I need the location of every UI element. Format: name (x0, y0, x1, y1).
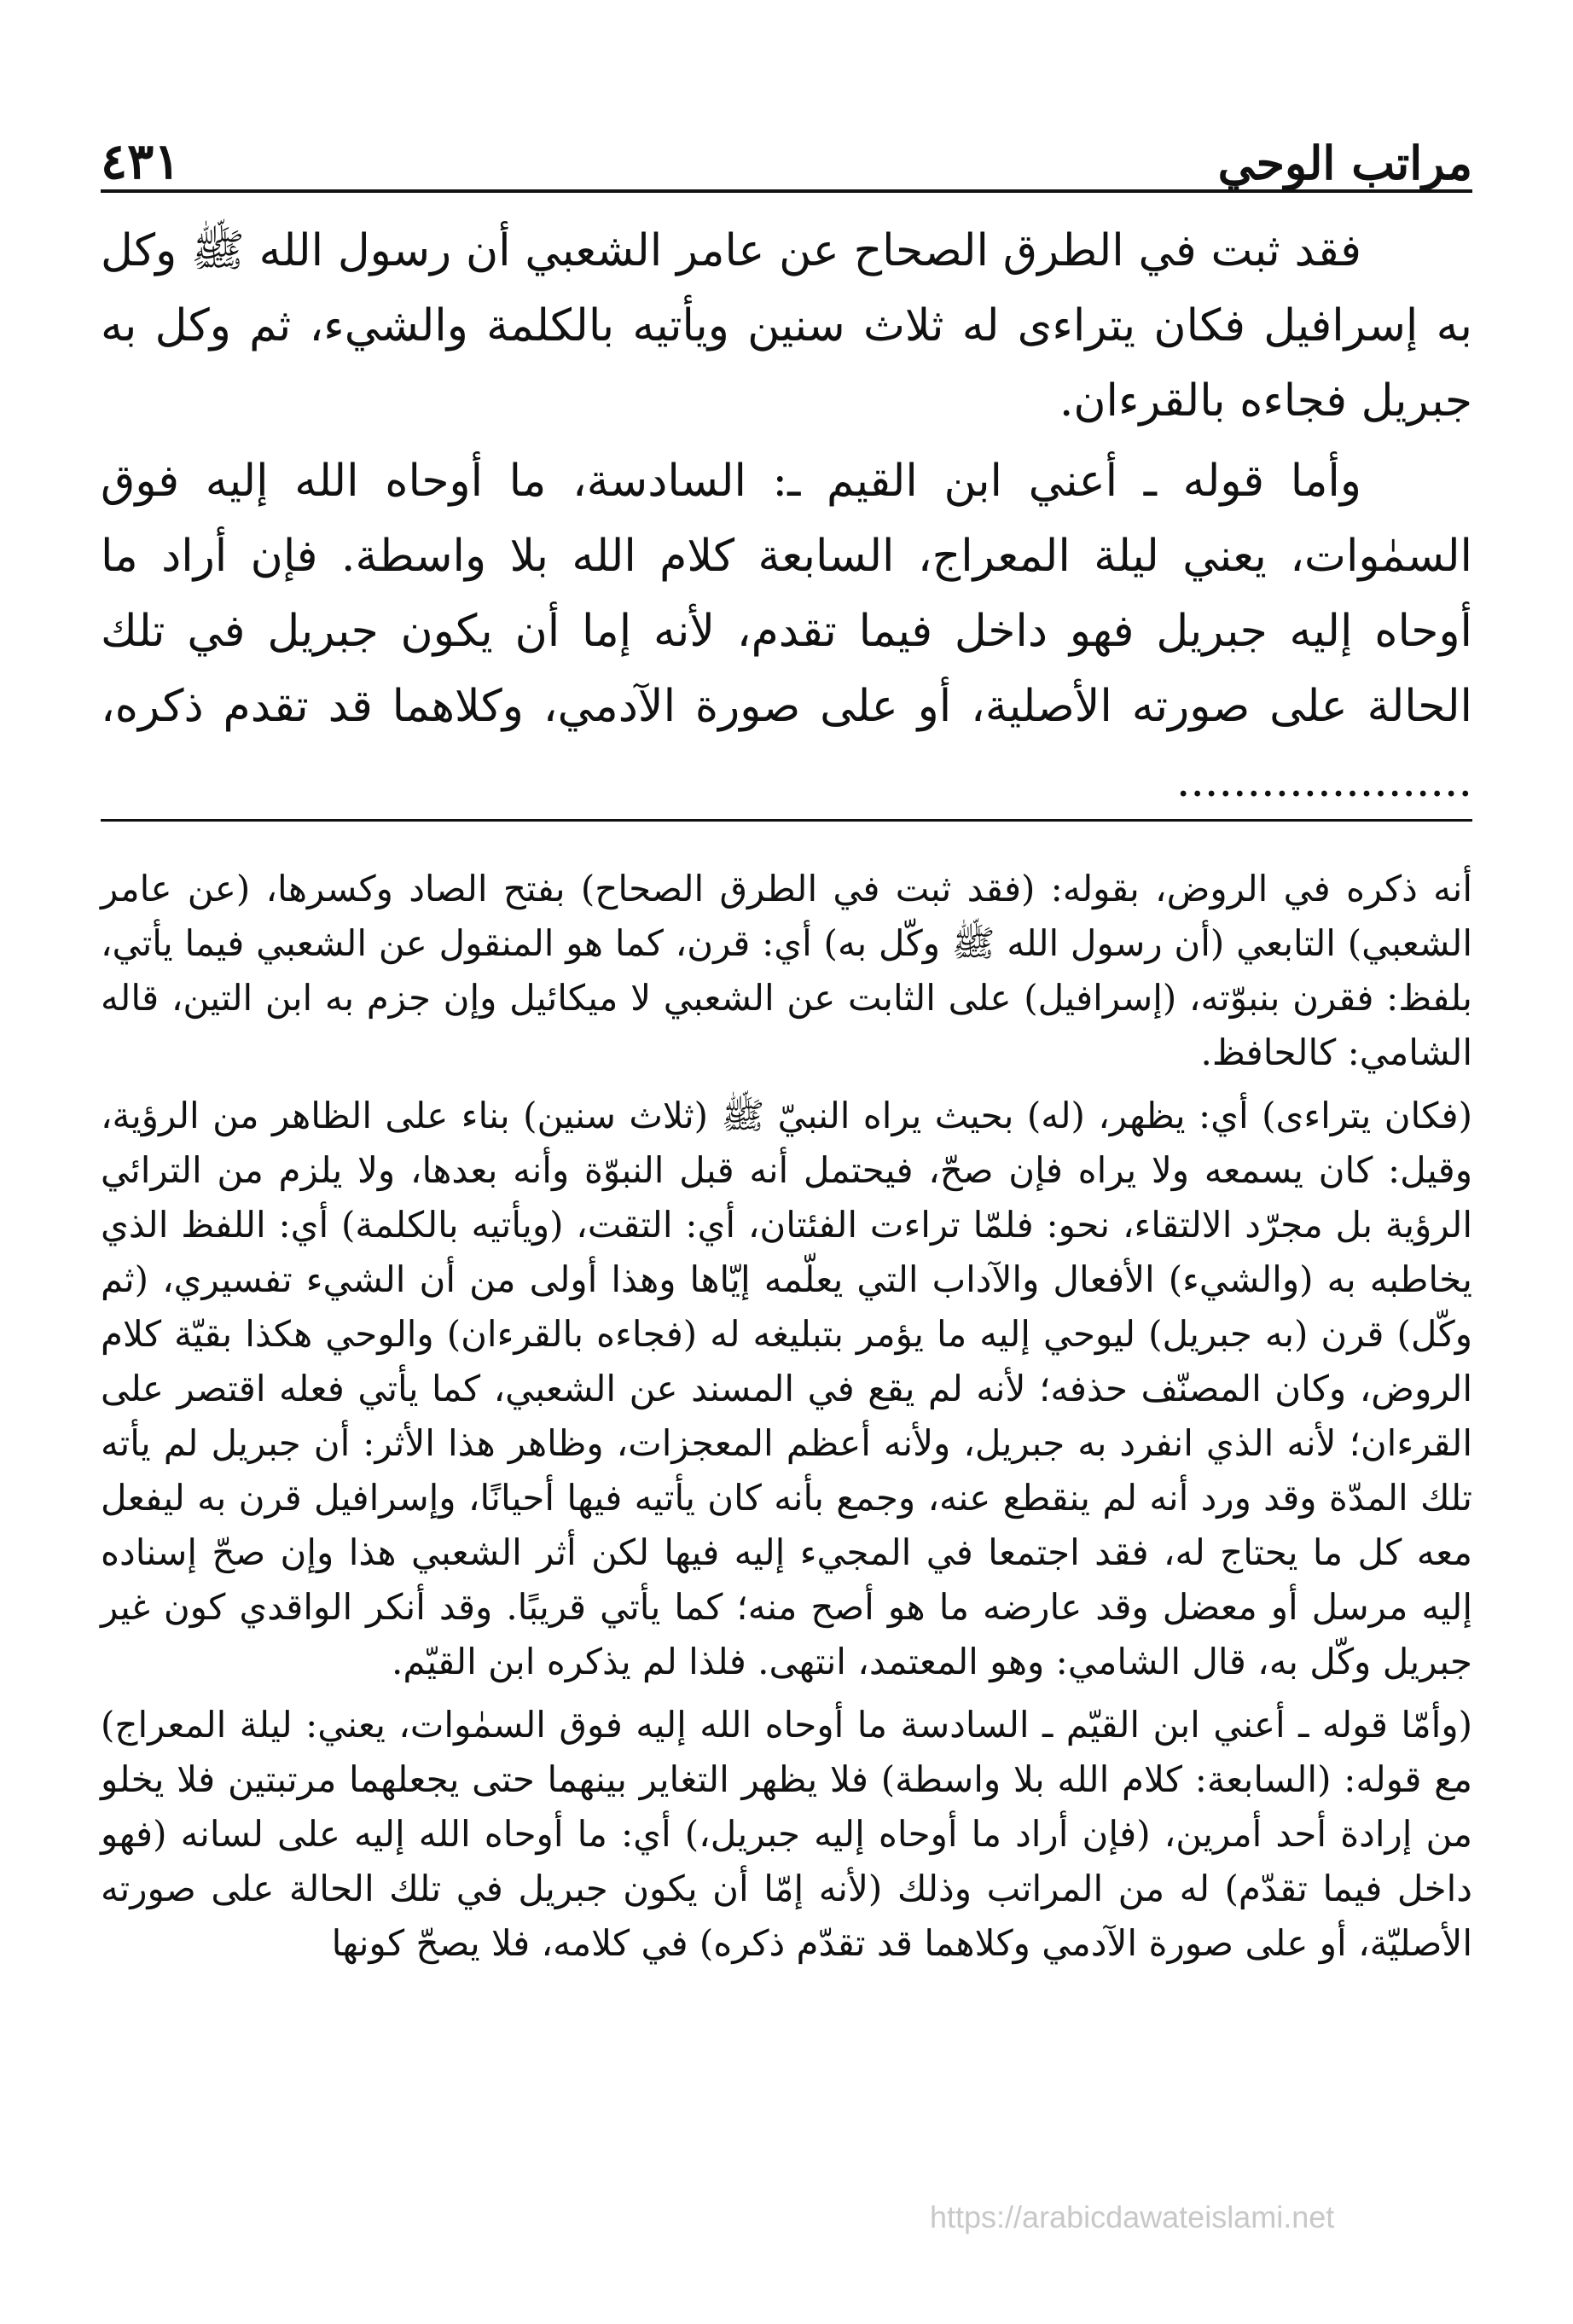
main-text (101, 213, 1472, 824)
main-paragraph-2: وأما قوله ـ أعني ابن القيم ـ: السادسة، ما أوحاه الله إليه فوق السمٰوات، يعني ليلة المعراج، السابعة كلام الله بلا واسطة. فإن أراد ما أوحاه إليه جبريل فهو داخل فيما تقدم، لأنه إما أن يكون جبريل في تلك الحالة على صورته الأصلية، أو على صورة الآدمي، وكلاهما قد تقدم ذكره، ..................... (101, 456, 1472, 807)
page-header (101, 101, 1472, 190)
commentary-separator (101, 819, 1472, 822)
commentary-text (101, 862, 1472, 1979)
header-rule (101, 189, 1472, 193)
commentary-paragraph-1: أنه ذكره في الروض، بقوله: (فقد ثبت في الطرق الصحاح) بفتح الصاد وكسرها، (عن عامر الشعبي) التابعي (أن رسول الله ﷺ وكّل به) أي: قرن، كما هو المنقول عن الشعبي فيما يأتي، بلفظ: فقرن بنبوّته، (إسرافيل) على الثابت عن الشعبي لا ميكائيل وإن جزم به ابن التين، قاله الشامي: كالحافظ. (101, 868, 1472, 1073)
watermark-url: https://arabicdawateislami.net (930, 2199, 1335, 2234)
commentary-paragraph-2: (فكان يتراءى) أي: يظهر، (له) بحيث يراه النبيّ ﷺ (ثلاث سنين) بناء على الظاهر من الرؤية، وقيل: كان يسمعه ولا يراه فإن صحّ، فيحتمل أنه قبل النبوّة وأنه بعدها، ولا يلزم من الترائي الرؤية بل مجرّد الالتقاء، نحو: فلمّا تراءت الفئتان، أي: التقت، (ويأتيه بالكلمة) أي: اللفظ الذي يخاطبه به (والشيء) الأفعال والآداب التي يعلّمه إيّاها وهذا أولى من أن الشيء تفسيري، (ثم وكّل) قرن (به جبريل) ليوحي إليه ما يؤمر بتبليغه له (فجاءه بالقرءان) والوحي هكذا بقيّة كلام الروض، وكان المصنّف حذفه؛ لأنه لم يقع في المسند عن الشعبي، كما يأتي فعله اقتصر على القرءان؛ لأنه الذي انفرد به جبريل، ولأنه أعظم المعجزات، وظاهر هذا الأثر: أن جبريل لم يأته تلك المدّة وقد ورد أنه لم ينقطع عنه، وجمع بأنه كان يأتيه فيها أحيانًا، وإسرافيل قرن به ليفعل معه كل ما يحتاج له، فقد اجتمعا في المجيء إليه فيها لكن أثر الشعبي هذا وإن صحّ إسناده إليه مرسل أو معضل وقد عارضه ما هو أصح منه؛ كما يأتي قريبًا. وقد أنكر الواقدي كون غير جبريل وكّل به، قال الشامي: وهو المعتمد، انتهى. فلذا لم يذكره ابن القيّم. (101, 1095, 1472, 1682)
main-paragraph-1: فقد ثبت في الطرق الصحاح عن عامر الشعبي أن رسول الله ﷺ وكل به إسرافيل فكان يتراءى له ثلاث سنين ويأتيه بالكلمة والشيء، ثم وكل به جبريل فجاءه بالقرءان. (101, 225, 1472, 427)
running-title: مراتب الوحي (1217, 136, 1472, 190)
page-number: ٤٣١ (101, 132, 181, 190)
commentary-paragraph-3: (وأمّا قوله ـ أعني ابن القيّم ـ السادسة ما أوحاه الله إليه فوق السمٰوات، يعني: ليلة المعراج) مع قوله: (السابعة: كلام الله بلا واسطة) فلا يظهر التغاير بينهما حتى يجعلهما مرتبتين فلا يخلو من إرادة أحد أمرين، (فإن أراد ما أوحاه إليه جبريل،) أي: ما أوحاه الله إليه على لسانه (فهو داخل فيما تقدّم) له من المراتب وذلك (لأنه إمّا أن يكون جبريل في تلك الحالة على صورته الأصليّة، أو على صورة الآدمي وكلاهما قد تقدّم ذكره) في كلامه، فلا يصحّ كونها (101, 1704, 1472, 1964)
